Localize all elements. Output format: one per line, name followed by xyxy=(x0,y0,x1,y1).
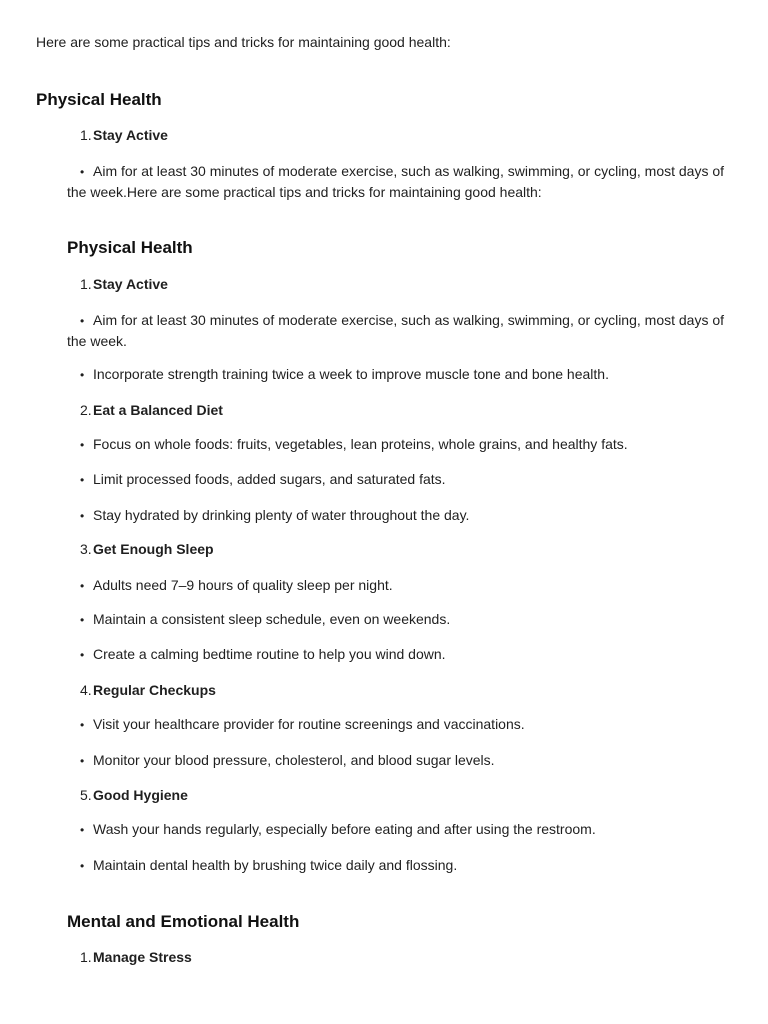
bullet-icon: • xyxy=(80,165,85,179)
bullet-icon: • xyxy=(80,648,85,662)
intro-text: Here are some practical tips and tricks for maintaining good health: xyxy=(36,34,451,50)
bullet-icon: • xyxy=(80,314,85,328)
bullet-icon: • xyxy=(80,823,85,837)
bullet-text: Adults need 7–9 hours of quality sleep per night. xyxy=(93,577,393,593)
bullet-item xyxy=(80,714,525,735)
list-number: 5. xyxy=(80,787,92,803)
bullet-text: Maintain dental health by brushing twice daily and flossing. xyxy=(93,857,458,873)
section-heading: Physical Health xyxy=(67,238,193,257)
bullet-item xyxy=(80,434,628,455)
bullet-icon: • xyxy=(80,754,85,768)
list-title: Stay Active xyxy=(93,127,168,143)
list-title: Eat a Balanced Diet xyxy=(93,402,223,418)
bullet-item xyxy=(80,575,393,596)
list-number: 1. xyxy=(80,949,92,965)
list-item xyxy=(80,274,168,294)
bullet-icon: • xyxy=(80,473,85,487)
bullet-item xyxy=(80,644,446,665)
section-heading: Mental and Emotional Health xyxy=(67,912,300,931)
bullet-item xyxy=(80,364,609,385)
bullet-item xyxy=(80,750,495,771)
bullet-item xyxy=(80,469,446,490)
bullet-item xyxy=(80,505,469,526)
list-title: Good Hygiene xyxy=(93,787,188,803)
list-title: Get Enough Sleep xyxy=(93,541,214,557)
bullet-icon: • xyxy=(80,509,85,523)
bullet-item xyxy=(80,855,457,876)
bullet-item xyxy=(67,310,739,351)
list-item xyxy=(80,947,192,967)
bullet-icon: • xyxy=(80,368,85,382)
list-number: 2. xyxy=(80,402,92,418)
bullet-text: Create a calming bedtime routine to help you wind down. xyxy=(93,646,446,662)
list-title: Regular Checkups xyxy=(93,682,216,698)
bullet-icon: • xyxy=(80,859,85,873)
list-item xyxy=(80,785,188,805)
bullet-text: Aim for at least 30 minutes of moderate exercise, such as walking, swimming, or cycling, most days of the week.Here are some practical tips and tricks for maintaining good health: xyxy=(67,163,725,200)
bullet-text: Limit processed foods, added sugars, and saturated fats. xyxy=(93,471,446,487)
bullet-text: Aim for at least 30 minutes of moderate exercise, such as walking, swimming, or cycling, most days of the week. xyxy=(67,312,725,349)
bullet-item xyxy=(67,161,739,202)
list-number: 4. xyxy=(80,682,92,698)
bullet-text: Wash your hands regularly, especially before eating and after using the restroom. xyxy=(93,821,596,837)
section-heading: Physical Health xyxy=(36,90,162,109)
bullet-icon: • xyxy=(80,438,85,452)
bullet-item xyxy=(80,819,596,840)
bullet-icon: • xyxy=(80,613,85,627)
list-item xyxy=(80,125,168,145)
list-title: Manage Stress xyxy=(93,949,192,965)
bullet-text: Incorporate strength training twice a week to improve muscle tone and bone health. xyxy=(93,366,609,382)
list-number: 1. xyxy=(80,276,92,292)
list-number: 1. xyxy=(80,127,92,143)
bullet-item xyxy=(80,609,450,630)
list-item xyxy=(80,400,223,420)
bullet-icon: • xyxy=(80,718,85,732)
bullet-text: Focus on whole foods: fruits, vegetables, lean proteins, whole grains, and healthy fats. xyxy=(93,436,628,452)
bullet-text: Maintain a consistent sleep schedule, even on weekends. xyxy=(93,611,451,627)
list-title: Stay Active xyxy=(93,276,168,292)
bullet-text: Stay hydrated by drinking plenty of water throughout the day. xyxy=(93,507,470,523)
list-item xyxy=(80,539,214,559)
list-number: 3. xyxy=(80,541,92,557)
bullet-text: Visit your healthcare provider for routine screenings and vaccinations. xyxy=(93,716,525,732)
bullet-icon: • xyxy=(80,579,85,593)
list-item xyxy=(80,680,216,700)
bullet-text: Monitor your blood pressure, cholesterol, and blood sugar levels. xyxy=(93,752,495,768)
